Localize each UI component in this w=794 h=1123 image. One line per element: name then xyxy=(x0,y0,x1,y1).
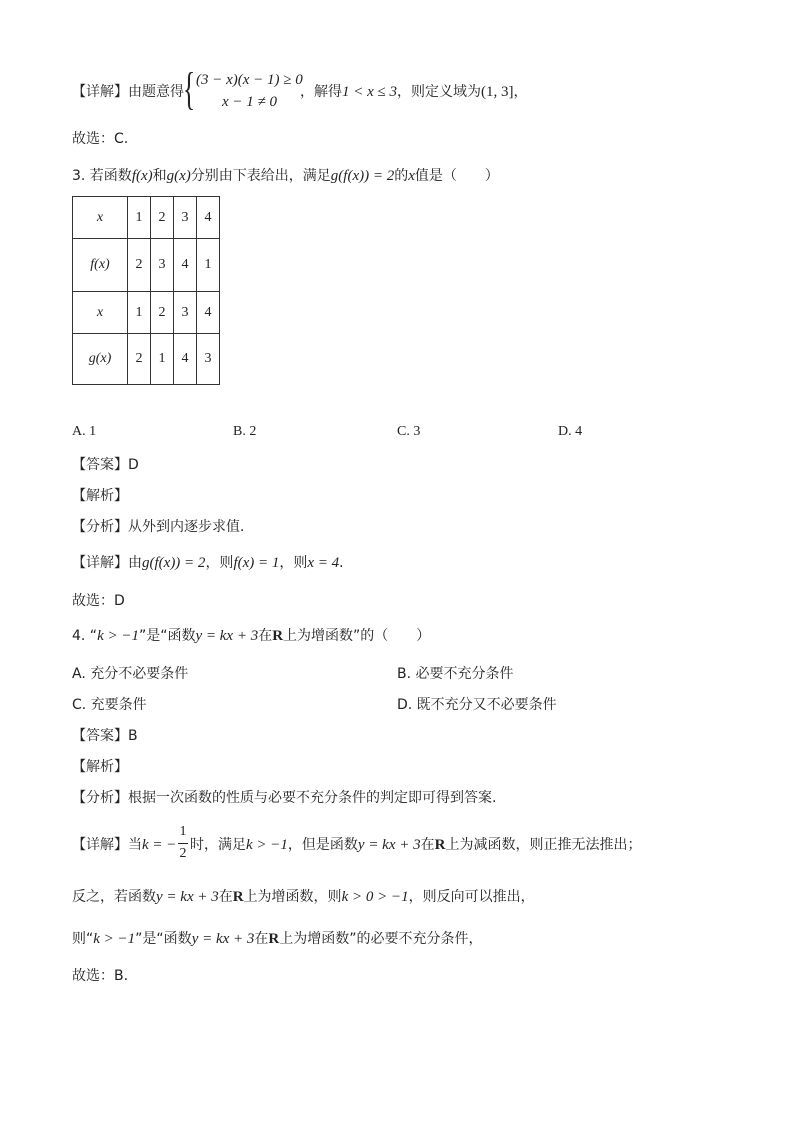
table-row xyxy=(73,197,220,239)
solution-math: 1 < x ≤ 3 xyxy=(342,84,398,100)
q2-detail-cont: ，解得1 < x ≤ 3，则定义域为(1, 3]， xyxy=(300,84,528,100)
table-cell: 3 xyxy=(174,292,197,334)
detail-text: 由题意得 xyxy=(128,84,184,100)
q3-stem: 3. 若函数f(x)和g(x)分别由下表给出，满足g(f(x)) = 2的x值是（ ） xyxy=(72,168,499,184)
q4-conclusion: 故选：B. xyxy=(72,968,129,984)
table-cell: 4 xyxy=(197,292,220,334)
option-b: B. 2 xyxy=(233,424,257,439)
table-cell: 2 xyxy=(128,239,151,292)
table-cell: 1 xyxy=(151,334,174,385)
system-brace: { xyxy=(183,63,196,114)
table-cell: 1 xyxy=(128,197,151,239)
option-a: A. 1 xyxy=(72,424,97,439)
q3-fenxi: 【分析】从外到内逐步求值． xyxy=(72,519,254,535)
q4-detail-1a: 【详解】当k = − xyxy=(72,837,177,853)
table-row xyxy=(73,334,220,385)
row-head: f(x) xyxy=(73,239,128,292)
option-b: B. 必要不充分条件 xyxy=(397,666,514,682)
q3-analysis-label: 【解析】 xyxy=(72,488,128,504)
fraction-bar xyxy=(178,843,188,844)
q4-fenxi: 【分析】根据一次函数的性质与必要不充分条件的判定即可得到答案. xyxy=(72,790,497,806)
option-d: D. 4 xyxy=(558,424,583,439)
q2-detail-line xyxy=(72,82,184,102)
q4-answer: 【答案】B xyxy=(72,728,138,744)
option-d: D. 既不充分又不必要条件 xyxy=(397,697,557,713)
table-row xyxy=(73,239,220,292)
table-cell: 4 xyxy=(174,239,197,292)
table-cell: 3 xyxy=(151,239,174,292)
table-cell: 2 xyxy=(128,334,151,385)
detail-label: 【详解】 xyxy=(72,84,128,100)
table-cell: 1 xyxy=(128,292,151,334)
q2-conclusion: 故选：C. xyxy=(72,131,129,147)
option-a: A. 充分不必要条件 xyxy=(72,666,189,682)
q4-analysis-label: 【解析】 xyxy=(72,759,128,775)
system-eq-2: x − 1 ≠ 0 xyxy=(222,94,278,110)
option-c: C. 3 xyxy=(397,424,421,439)
cond-math: g(f(x)) = 2 xyxy=(330,168,395,184)
fraction-numerator: 1 xyxy=(179,824,187,839)
q3-answer: 【答案】D xyxy=(72,457,139,473)
domain-math: (1, 3] xyxy=(481,84,514,100)
q4-detail-3: 则“k > −1”是“函数y = kx + 3在R上为增函数”的必要不充分条件， xyxy=(72,931,483,947)
value-table xyxy=(72,196,220,385)
table-cell: 1 xyxy=(197,239,220,292)
table-cell: 4 xyxy=(174,334,197,385)
q3-conclusion: 故选：D xyxy=(72,593,125,609)
table-cell: 2 xyxy=(151,197,174,239)
table-row xyxy=(73,292,220,334)
gx-math: g(x) xyxy=(166,168,191,184)
fx-math: f(x) xyxy=(131,168,153,184)
option-c: C. 充要条件 xyxy=(72,697,147,713)
table-cell: 3 xyxy=(174,197,197,239)
q4-detail-2: 反之，若函数y = kx + 3在R上为增函数，则k > 0 > −1，则反向可以推出， xyxy=(72,889,535,905)
q4-detail-1b: 时，满足k > −1，但是函数y = kx + 3在R上为减函数，则正推无法推出； xyxy=(190,837,642,853)
table-cell: 4 xyxy=(197,197,220,239)
q3-detail: 【详解】由g(f(x)) = 2，则f(x) = 1，则x = 4. xyxy=(72,555,344,571)
table-cell: 2 xyxy=(151,292,174,334)
table-cell: 3 xyxy=(197,334,220,385)
row-head: x xyxy=(73,292,128,334)
system-eq-1: (3 − x)(x − 1) ≥ 0 xyxy=(196,72,303,88)
fraction-denominator: 2 xyxy=(179,846,187,861)
row-head: x xyxy=(73,197,128,239)
row-head: g(x) xyxy=(73,334,128,385)
q4-stem: 4. “k > −1”是“函数y = kx + 3在R上为增函数”的（ ） xyxy=(72,628,431,644)
